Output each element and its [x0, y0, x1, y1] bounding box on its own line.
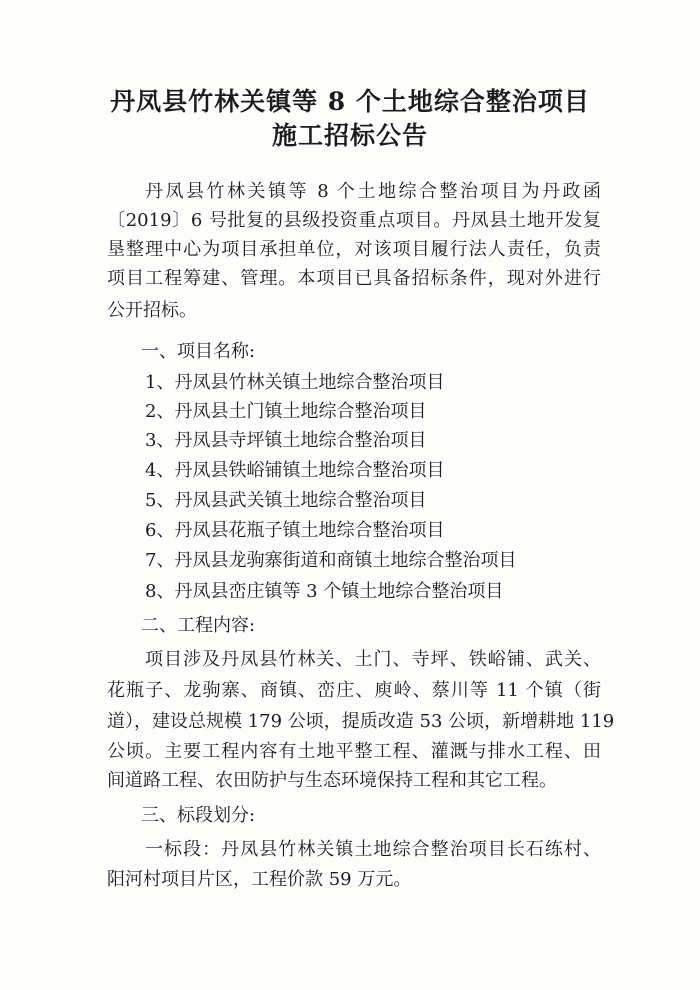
intro-line-4: 项目工程筹建、管理。本项目已具备招标条件，现对外进行	[107, 268, 601, 289]
project-item-4: 4、丹凤县铁峪铺镇土地综合整治项目	[145, 460, 445, 481]
content-line-3: 道），建设总规模 179 公顷，提质改造 53 公顷，新增耕地 119	[107, 711, 615, 732]
document-title-line-1: 丹凤县竹林关镇等 8 个土地综合整治项目	[110, 87, 590, 116]
project-item-5: 5、丹凤县武关镇土地综合整治项目	[145, 490, 427, 511]
document-title-line-2: 施工招标公告	[271, 121, 428, 150]
content-line-5: 间道路工程、农田防护与生态环境保持工程和其它工程。	[107, 770, 557, 791]
project-item-7: 7、丹凤县龙驹寨街道和商镇土地综合整治项目	[145, 550, 517, 571]
project-item-6: 6、丹凤县花瓶子镇土地综合整治项目	[145, 520, 445, 541]
project-item-8: 8、丹凤县峦庄镇等 3 个镇土地综合整治项目	[145, 581, 504, 602]
section-heading-lot-division: 三、标段划分:	[141, 805, 256, 826]
intro-line-3: 垦整理中心为项目承担单位，对该项目履行法人责任，负责	[107, 239, 601, 260]
content-line-1: 项目涉及丹凤县竹林关、土门、寺坪、铁峪铺、武关、	[145, 649, 601, 670]
section-heading-project-names: 一、项目名称:	[141, 341, 256, 362]
content-line-4: 公顷。主要工程内容有土地平整工程、灌溉与排水工程、田	[107, 741, 601, 762]
section-heading-work-content: 二、工程内容:	[141, 615, 256, 636]
content-line-2: 花瓶子、龙驹寨、商镇、峦庄、庾岭、蔡川等 11 个镇（街	[107, 680, 601, 701]
intro-line-5: 公开招标。	[107, 300, 197, 321]
project-item-3: 3、丹凤县寺坪镇土地综合整治项目	[145, 430, 427, 451]
lot-line-2: 阳河村项目片区，工程价款 59 万元。	[107, 869, 412, 890]
project-item-1: 1、丹凤县竹林关镇土地综合整治项目	[145, 372, 445, 393]
intro-line-2: 〔2019〕6 号批复的县级投资重点项目。丹凤县土地开发复	[107, 210, 601, 231]
project-item-2: 2、丹凤县土门镇土地综合整治项目	[145, 401, 427, 422]
lot-line-1: 一标段：丹凤县竹林关镇土地综合整治项目长石练村、	[145, 839, 601, 860]
intro-line-1: 丹凤县竹林关镇等 8 个土地综合整治项目为丹政函	[145, 181, 601, 202]
